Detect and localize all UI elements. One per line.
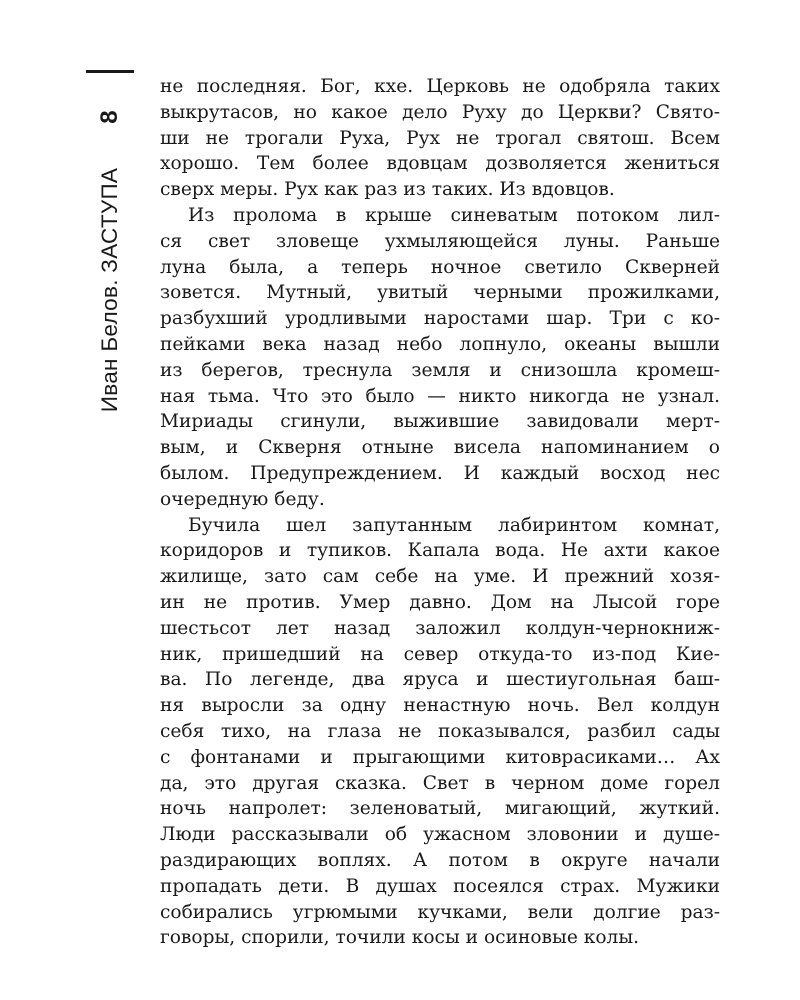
text-line: пропадать дети. В душах посеялся страх. Мужики — [160, 875, 720, 897]
text-line: хорошо. Тем более вдовцам дозволяется жениться — [160, 153, 720, 175]
text-line: Мириады сгинули, выжившие завидовали мерт- — [160, 411, 720, 433]
text-line: Из пролома в крыше синеватым потоком лил- — [188, 204, 720, 226]
text-line: выкрутасов, но какое дело Руху до Церкви? Свято- — [160, 101, 720, 123]
text-line: луна была, а теперь ночное светило Скверней — [160, 256, 720, 278]
text-line: коридоров и тупиков. Капала вода. Не ахти какое — [160, 540, 720, 562]
text-line: пейками века назад небо лопнуло, океаны вышли — [160, 333, 720, 355]
text-line: из берегов, треснула земля и снизошла кромеш- — [160, 359, 720, 381]
text-line: себя тихо, на глаза не показывался, разбил сады — [160, 720, 720, 742]
text-line: ная тьма. Что это было — никто никогда не узнал. — [160, 385, 720, 407]
running-head: Иван Белов. ЗАСТУПА — [97, 167, 122, 413]
page-number: 8 — [96, 110, 123, 124]
text-line: Бучила шел запутанным лабиринтом комнат, — [188, 514, 720, 536]
text-line: Люди рассказывали об ужасном зловонии и душе- — [160, 824, 720, 846]
text-line: зовется. Мутный, увитый черными прожилками, — [160, 282, 720, 304]
text-line: сверх меры. Рух как раз из таких. Из вдовцов. — [160, 179, 615, 201]
text-line: разбухший уродливыми наростами шар. Три с ко- — [160, 308, 720, 330]
text-line: ник, пришедший на север откуда-то из-под Кие- — [160, 643, 720, 665]
text-line: ся свет зловеще ухмыляющейся луны. Раньше — [160, 230, 720, 252]
text-line: не последняя. Бог, кхе. Церковь не одобряла таких — [160, 76, 720, 97]
text-line: очередную беду. — [160, 488, 325, 510]
text-line: ня выросли за одну ненастную ночь. Вел колдун — [160, 695, 720, 717]
text-line: говоры, спорили, точили косы и осиновые колы. — [160, 927, 640, 949]
header-rule — [86, 70, 134, 73]
text-line: с фонтанами и прыгающими китоврасиками… Ах — [160, 746, 720, 768]
text-line: раздирающих воплях. А потом в округе начали — [160, 849, 720, 871]
text-line: былом. Предупреждением. И каждый восход нес — [160, 462, 720, 484]
body-text — [160, 74, 720, 951]
text-line: ши не трогали Руха, Рух не трогал святош. Всем — [160, 127, 720, 149]
text-line: шестьсот лет назад заложил колдун-чернокниж- — [160, 617, 720, 639]
text-line: собирались угрюмыми кучками, вели долгие раз- — [160, 901, 720, 923]
text-line: жилище, зато сам себе на уме. И прежний хозя- — [160, 566, 720, 588]
text-line: ночь напролет: зеленоватый, мигающий, жуткий. — [160, 798, 720, 820]
text-line: ва. По легенде, два яруса и шестиугольная баш- — [160, 669, 720, 691]
text-line: ин не против. Умер давно. Дом на Лысой горе — [160, 591, 720, 613]
text-line: вым, и Скверня отныне висела напоминанием о — [160, 437, 720, 459]
text-line: да, это другая сказка. Свет в черном доме горел — [160, 772, 720, 794]
